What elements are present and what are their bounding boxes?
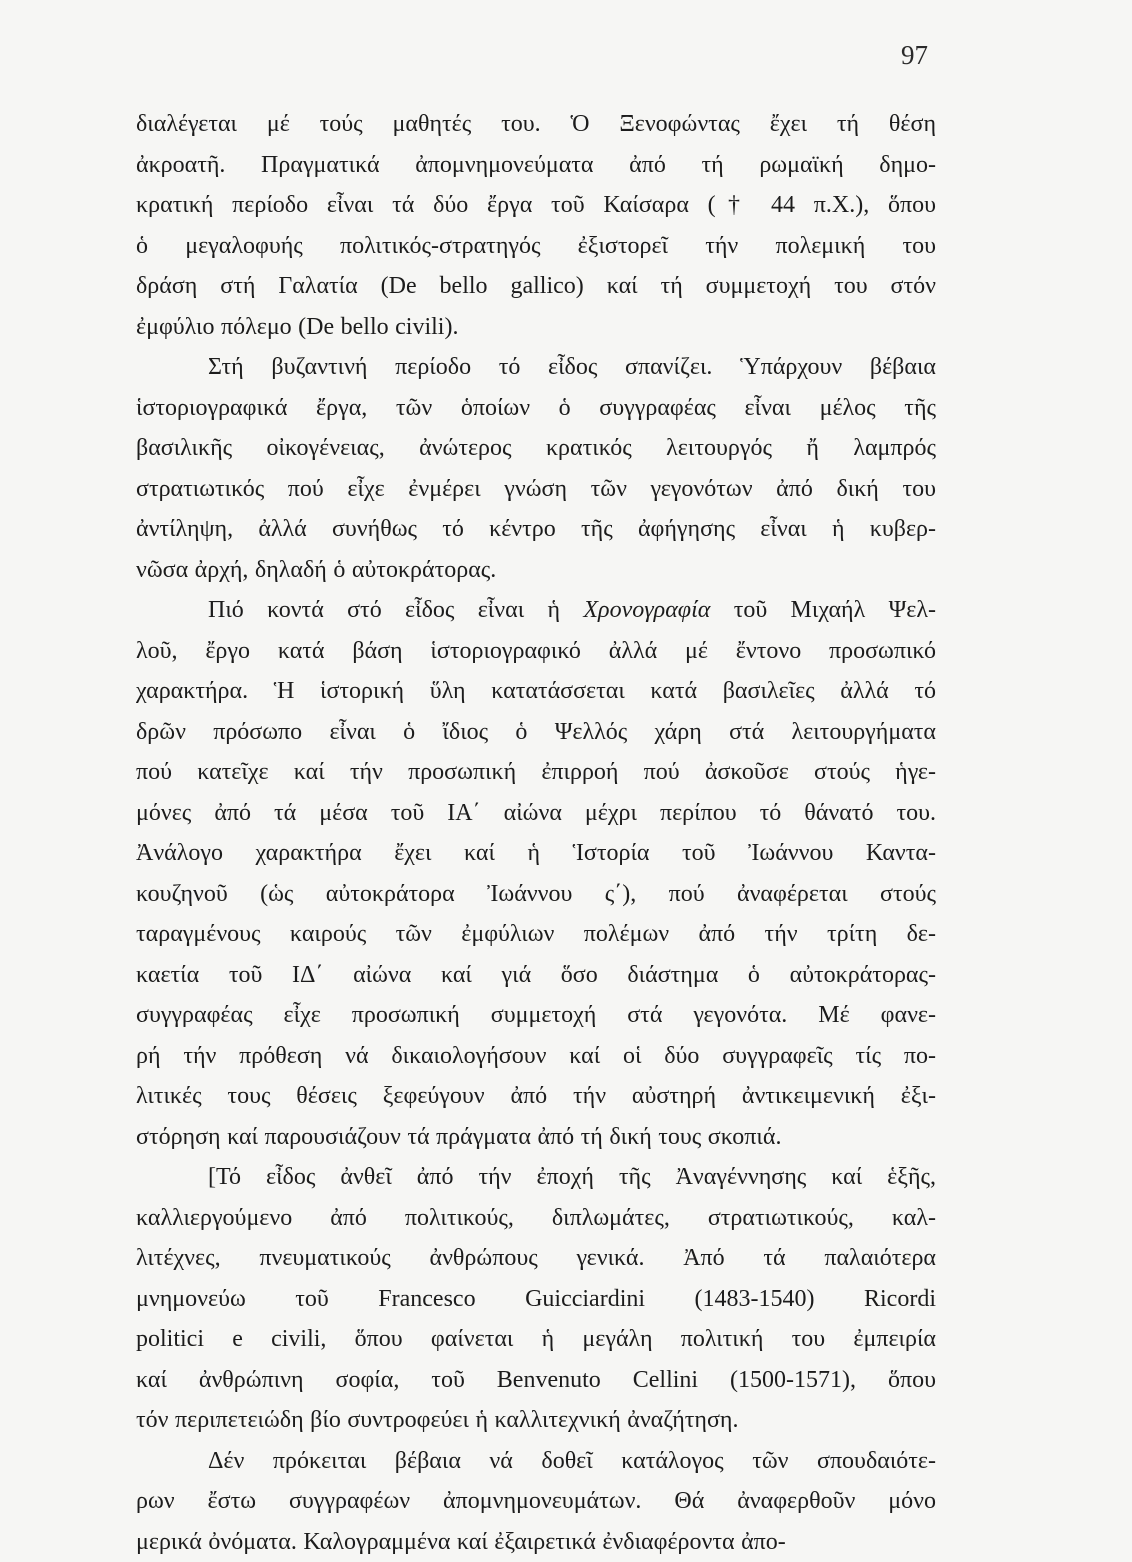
paragraph [136, 590, 936, 1157]
text-line: καί ἀνθρώπινη σοφία, τοῦ Benvenuto Cellini (1500-1571), ὅπου [136, 1360, 936, 1401]
text-line: ἱστοριογραφικά ἔργα, τῶν ὁποίων ὁ συγγραφέας εἶναι μέλος τῆς [136, 388, 936, 429]
text-line: ταραγμένους καιρούς τῶν ἐμφύλιων πολέμων ἀπό τήν τρίτη δε- [136, 914, 936, 955]
paragraph [136, 1157, 936, 1441]
text-line: διαλέγεται μέ τούς μαθητές του. Ὁ Ξενοφώντας ἔχει τή θέση [136, 104, 936, 145]
text-line: μνημονεύω τοῦ Francesco Guicciardini (1483-1540) Ricordi [136, 1279, 936, 1320]
text-line: χαρακτήρα. Ἡ ἱστορική ὕλη κατατάσσεται κατά βασιλεῖες ἀλλά τό [136, 671, 936, 712]
text-line: κουζηνοῦ (ὡς αὐτοκράτορα Ἰωάννου ς΄), πού ἀναφέρεται στούς [136, 874, 936, 915]
text-line: κρατική περίοδο εἶναι τά δύο ἔργα τοῦ Καίσαρα († 44 π.Χ.), ὅπου [136, 185, 936, 226]
paragraph [136, 104, 936, 347]
text-line: νῶσα ἀρχή, δηλαδή ὁ αὐτοκράτορας. [136, 550, 936, 591]
italic-title: Χρονογραφία [583, 597, 710, 623]
text-line: τόν περιπετειώδη βίο συντροφεύει ἡ καλλιτεχνική ἀναζήτηση. [136, 1400, 936, 1441]
text-line: ὁ μεγαλοφυής πολιτικός-στρατηγός ἐξιστορεῖ τήν πολεμική του [136, 226, 936, 267]
body-text [136, 104, 936, 1562]
text-line: πού κατεῖχε καί τήν προσωπική ἐπιρροή πού ἀσκοῦσε στούς ἡγε- [136, 752, 936, 793]
text-line: λιτικές τους θέσεις ξεφεύγουν ἀπό τήν αὐστηρή ἀντικειμενική ἐξι- [136, 1076, 936, 1117]
text-line: ρή τήν πρόθεση νά δικαιολογήσουν καί οἱ δύο συγγραφεῖς τίς πο- [136, 1036, 936, 1077]
paragraph [136, 347, 936, 590]
page-number: 97 [880, 40, 928, 71]
text-line: καετία τοῦ ΙΔ΄ αἰώνα καί γιά ὅσο διάστημα ὁ αὐτοκράτορας- [136, 955, 936, 996]
text-line: Πιό κοντά στό εἶδος εἶναι ἡ Χρονογραφία τοῦ Μιχαήλ Ψελ- [136, 590, 936, 631]
text-line: Δέν πρόκειται βέβαια νά δοθεῖ κατάλογος τῶν σπουδαιότε- [136, 1441, 936, 1482]
text-line: λιτέχνες, πνευματικούς ἀνθρώπους γενικά. Ἀπό τά παλαιότερα [136, 1238, 936, 1279]
text-line: ἀκροατῆ. Πραγματικά ἀπομνημονεύματα ἀπό τή ρωμαϊκή δημο- [136, 145, 936, 186]
text-line: ρων ἔστω συγγραφέων ἀπομνημονευμάτων. Θά ἀναφερθοῦν μόνο [136, 1481, 936, 1522]
text-line: μερικά ὀνόματα. Καλογραμμένα καί ἐξαιρετικά ἐνδιαφέροντα ἀπο- [136, 1522, 936, 1562]
text-line: Στή βυζαντινή περίοδο τό εἶδος σπανίζει. Ὑπάρχουν βέβαια [136, 347, 936, 388]
text-line: Ἀνάλογο χαρακτήρα ἔχει καί ἡ Ἱστορία τοῦ Ἰωάννου Καντα- [136, 833, 936, 874]
text-line: στόρηση καί παρουσιάζουν τά πράγματα ἀπό τή δική τους σκοπιά. [136, 1117, 936, 1158]
text-line: λοῦ, ἔργο κατά βάση ἱστοριογραφικό ἀλλά μέ ἔντονο προσωπικό [136, 631, 936, 672]
text-line: καλλιεργούμενο ἀπό πολιτικούς, διπλωμάτες, στρατιωτικούς, καλ- [136, 1198, 936, 1239]
text-line: [Τό εἶδος ἀνθεῖ ἀπό τήν ἐποχή τῆς Ἀναγέννησης καί ἑξῆς, [136, 1157, 936, 1198]
text-line: δρῶν πρόσωπο εἶναι ὁ ἴδιος ὁ Ψελλός χάρη στά λειτουργήματα [136, 712, 936, 753]
text-line: δράση στή Γαλατία (De bello gallico) καί τή συμμετοχή του στόν [136, 266, 936, 307]
paragraph [136, 1441, 936, 1562]
text-line: στρατιωτικός πού εἶχε ἐνμέρει γνώση τῶν γεγονότων ἀπό δική του [136, 469, 936, 510]
text-line: συγγραφέας εἶχε προσωπική συμμετοχή στά γεγονότα. Μέ φανε- [136, 995, 936, 1036]
text-line: μόνες ἀπό τά μέσα τοῦ ΙΑ΄ αἰώνα μέχρι περίπου τό θάνατό του. [136, 793, 936, 834]
text-line: politici e civili, ὅπου φαίνεται ἡ μεγάλη πολιτική του ἐμπειρία [136, 1319, 936, 1360]
text-line: βασιλικῆς οἰκογένειας, ἀνώτερος κρατικός λειτουργός ἤ λαμπρός [136, 428, 936, 469]
text-line: ἀντίληψη, ἀλλά συνήθως τό κέντρο τῆς ἀφήγησης εἶναι ἡ κυβερ- [136, 509, 936, 550]
text-line: ἐμφύλιο πόλεμο (De bello civili). [136, 307, 936, 348]
